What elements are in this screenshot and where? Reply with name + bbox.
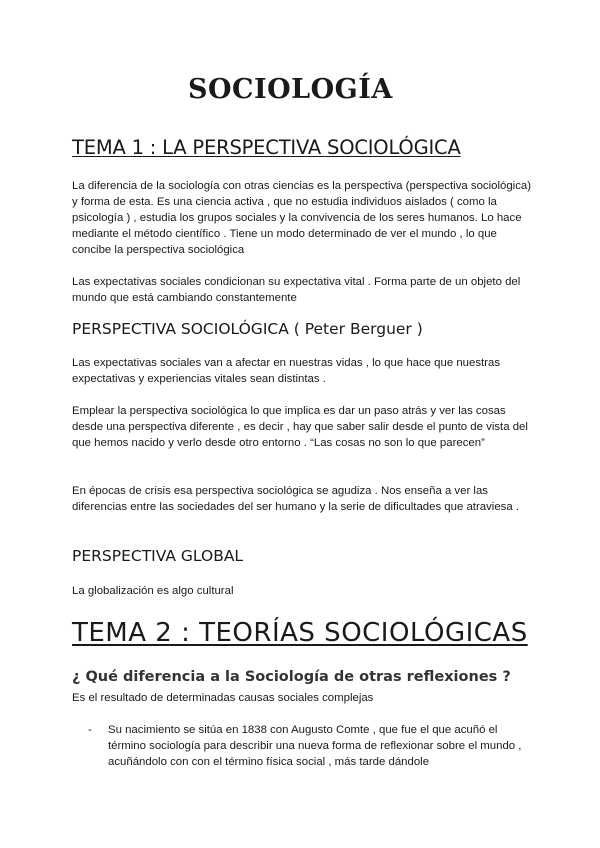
tema2-heading: TEMA 2 : TEORÍAS SOCIOLÓGICAS (72, 618, 528, 648)
bullet-text: Su nacimiento se sitúa en 1838 con Augusto Comte , que fue el que acuñó el término sociología para describir una nueva forma de reflexionar sobre el mundo , acuñándolo con con el término física social , más tarde dándole (108, 724, 522, 768)
tema1-paragraph-1: La diferencia de la sociología con otras ciencias es la perspectiva (perspectiva sociológica) y forma de esta. Es una ciencia activa , que no estudia individuos aislados ( como la psicología ) , estudia los grupos sociales y la convivencia de los seres humanos. Lo hace mediante el método científico . Tiene un modo determinado de ver el mundo , lo que concibe la perspectiva sociológica (72, 180, 532, 256)
document-title: SOCIOLOGÍA (188, 74, 393, 105)
perspectiva-global-heading: PERSPECTIVA GLOBAL (72, 547, 244, 565)
tema1-paragraph-2: Las expectativas sociales condicionan su expectativa vital . Forma parte de un objeto del mundo que está cambiando constantemente (72, 276, 521, 304)
bullet-marker: - (88, 724, 92, 736)
perspectiva-sociologica-heading: PERSPECTIVA SOCIOLÓGICA ( Peter Berguer ) (72, 320, 423, 338)
tema1-paragraph-3: Las expectativas sociales van a afectar en nuestras vidas , lo que hace que nuestras expectativas y experiencias vitales sean distintas . (72, 357, 501, 385)
tema2-bullet-item (88, 722, 528, 770)
tema1-paragraph-6: La globalización es algo cultural (72, 585, 234, 597)
tema2-question: ¿ Qué diferencia a la Sociología de otras reflexiones ? (72, 669, 511, 685)
tema2-paragraph-1: Es el resultado de determinadas causas sociales complejas (72, 692, 374, 704)
tema1-heading: TEMA 1 : LA PERSPECTIVA SOCIOLÓGICA (72, 136, 461, 159)
tema1-paragraph-5: En épocas de crisis esa perspectiva sociológica se agudiza . Nos enseña a ver las diferencias entre las sociedades del ser humano y la serie de dificultades que atraviesa . (72, 485, 520, 513)
tema1-paragraph-4: Emplear la perspectiva sociológica lo que implica es dar un paso atrás y ver las cosas desde una perspectiva diferente , es decir , hay que saber salir desde el punto de vista del que hemos nacido y verlo desde otro entorno . “Las cosas no son lo que parecen” (72, 405, 528, 449)
